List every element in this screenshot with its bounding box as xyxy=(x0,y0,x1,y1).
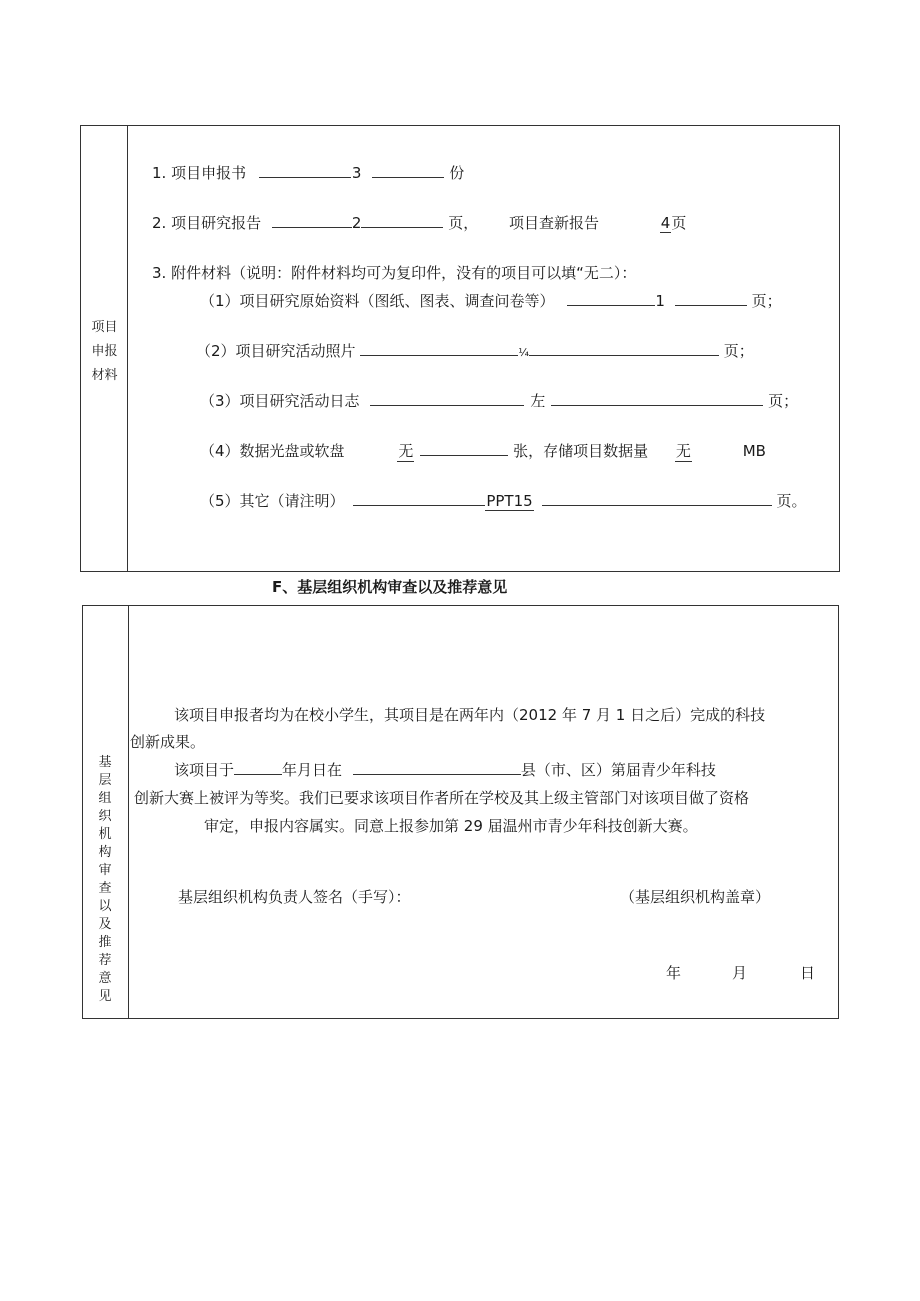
review-para2-a: 该项目于 xyxy=(174,761,235,779)
sub-3-value: 左 xyxy=(530,392,546,410)
sub-5-underline-pre xyxy=(353,490,485,506)
sub-2-unit: 页； xyxy=(723,342,754,360)
sub-2-underline-post xyxy=(529,340,719,356)
date-day: 日 xyxy=(800,964,816,982)
sub-3-underline-pre xyxy=(370,390,524,406)
date-month: 月 xyxy=(732,964,748,982)
item-1-row xyxy=(152,162,464,183)
sub-4-value2: 无 xyxy=(675,442,691,460)
sub-3-label: （3）项目研究活动日志 xyxy=(200,392,360,410)
review-divider xyxy=(128,605,129,1019)
item-2-row xyxy=(152,212,686,233)
item-1-label: 1. 项目申报书 xyxy=(152,164,247,182)
item-3-label: 3. 附件材料（说明：附件材料均可为复印件，没有的项目可以填“无二）： xyxy=(152,264,637,282)
date-year: 年 xyxy=(666,964,682,982)
materials-side-label xyxy=(82,316,127,388)
seal-label: （基层组织机构盖章） xyxy=(620,888,771,906)
review-side-label: 基层组织机构审查以及推荐意见 xyxy=(98,755,112,1004)
item-1-unit: 份 xyxy=(449,164,465,182)
review-para2-line3: 审定，申报内容属实。同意上报参加第 29 届温州市青少年科技创新大赛。 xyxy=(204,817,698,835)
section-f-title: F、基层组织机构审查以及推荐意见 xyxy=(272,578,508,596)
sub-5-unit: 页。 xyxy=(776,492,807,510)
sub-4-mid: 张，存储项目数据量 xyxy=(513,442,649,460)
sub-3-unit: 页； xyxy=(768,392,799,410)
review-para2-b: 年月日在 xyxy=(282,761,343,779)
item-3-row xyxy=(152,262,636,283)
materials-divider xyxy=(127,125,128,572)
sub-2-label: （2）项目研究活动照片 xyxy=(196,342,356,360)
signature-label: 基层组织机构负责人签名（手写）： xyxy=(178,888,411,906)
sub-2-underline-pre xyxy=(360,340,518,356)
item-2-value2: 4 xyxy=(660,214,671,232)
sub-1-underline-pre xyxy=(567,290,655,306)
item-2-unit: 页， xyxy=(448,214,479,232)
review-para2-line2: 创新大赛上被评为等奖。我们已要求该项目作者所在学校及其上级主管部门对该项目做了资格 xyxy=(134,789,750,807)
sub-2-value: ¼ xyxy=(518,346,529,359)
side-label-line-1: 项目 xyxy=(91,320,118,335)
review-para2-line1 xyxy=(174,759,716,780)
sub-5-underline-post xyxy=(542,490,772,506)
review-para1-line2: 创新成果。 xyxy=(130,733,206,751)
review-para2-blank-1 xyxy=(234,759,282,775)
item-1-value: 3 xyxy=(351,164,362,182)
sub-1-label: （1）项目研究原始资料（图纸、图表、调查问卷等） xyxy=(200,292,555,310)
review-para2-blank-2 xyxy=(353,759,521,775)
item-2-underline-post xyxy=(361,212,443,228)
item-1-underline-pre xyxy=(259,162,351,178)
sub-4-label: （4）数据光盘或软盘 xyxy=(200,442,345,460)
item-2-unit2: 页 xyxy=(671,214,687,232)
side-label-line-2: 申报 xyxy=(91,344,118,359)
sub-1-underline-post xyxy=(675,290,747,306)
sub-3-underline-post xyxy=(551,390,763,406)
side-label-line-3: 材料 xyxy=(91,368,118,383)
sub-1-unit: 页； xyxy=(751,292,782,310)
item-2-label: 2. 项目研究报告 xyxy=(152,214,262,232)
sub-5-label: （5）其它（请注明） xyxy=(200,492,345,510)
sub-3-row xyxy=(200,390,798,411)
item-2-underline-pre xyxy=(272,212,352,228)
review-para1-line1: 该项目申报者均为在校小学生，其项目是在两年内（2012 年 7 月 1 日之后）完成的科技 xyxy=(174,706,766,724)
item-1-underline-post xyxy=(372,162,444,178)
item-2-label2: 项目查新报告 xyxy=(509,214,600,232)
sub-5-row xyxy=(200,490,806,511)
item-2-value: 2 xyxy=(351,214,362,232)
review-table xyxy=(82,605,839,1019)
sub-2-row xyxy=(196,340,754,361)
sub-4-unit: MB xyxy=(742,442,766,460)
sub-1-value: 1 xyxy=(655,292,665,310)
review-para2-c: 县（市、区）第届青少年科技 xyxy=(520,761,716,779)
sub-4-underline xyxy=(420,440,508,456)
sub-1-row xyxy=(200,290,782,311)
sub-4-row xyxy=(200,440,766,462)
sub-5-value: PPT15 xyxy=(486,492,533,510)
sub-4-value: 无 xyxy=(398,442,414,460)
